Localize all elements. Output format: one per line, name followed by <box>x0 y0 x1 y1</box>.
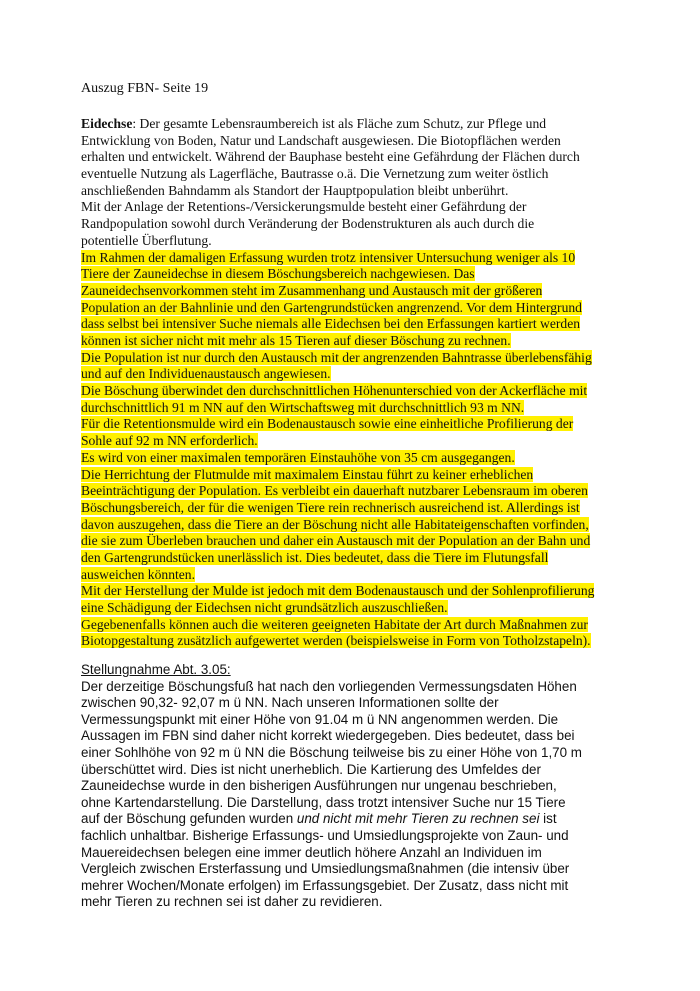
fbn-highlighted-line <box>81 600 641 617</box>
highlight-mark: Die Herrichtung der Flutmulde mit maximalem Einstau führt zu keiner erheblichen <box>81 466 534 482</box>
fbn-highlighted-line <box>81 483 641 500</box>
fbn-highlighted-line <box>81 500 641 517</box>
statement-line: überschüttet wird. Dies ist nicht unerheblich. Die Kartierung des Umfeldes der <box>81 761 541 777</box>
fbn-intro-line: Mit der Anlage der Retentions-/Versickerungsmulde besteht einer Gefährdung der <box>81 199 527 215</box>
fbn-intro-line: erhalten und entwickelt. Während der Bauphase besteht eine Gefährdung der Flächen durch <box>81 149 580 165</box>
fbn-highlighted-line <box>81 433 641 450</box>
fbn-highlighted-line <box>81 517 641 534</box>
statement-line: mehr Tieren zu rechnen sei ist daher zu revidieren. <box>81 894 383 910</box>
fbn-intro-line: Randpopulation sowohl durch Veränderung der Bodenstrukturen als auch durch die <box>81 216 535 232</box>
highlight-mark: davon auszugehen, dass die Tiere an der Böschung nicht alle Habitateigenschaften vorfinden, <box>81 516 589 532</box>
highlight-mark: können ist sicher nicht mit mehr als 15 Tieren auf dieser Böschung zu rechnen. <box>81 333 511 349</box>
statement-line-part: ist <box>539 811 557 827</box>
statement-title: Stellungnahme Abt. 3.05: <box>81 662 231 677</box>
highlight-mark: Zauneidechsenvorkommen steht im Zusammenhang und Austausch mit der größeren <box>81 282 543 298</box>
statement-line-part: auf der Böschung gefunden wurden <box>81 811 297 827</box>
fbn-highlighted-line <box>81 333 641 350</box>
fbn-highlighted-line <box>81 300 641 317</box>
highlight-mark: durchschnittlich 91 m NN auf den Wirtschaftsweg mit durchschnittlich 93 m NN. <box>81 399 525 415</box>
highlight-mark: dass selbst bei intensiver Suche niemals alle Eidechsen bei den Erfassungen kartiert werden <box>81 316 581 332</box>
fbn-highlighted-line <box>81 467 641 484</box>
highlight-mark: eine Schädigung der Eidechsen nicht grundsätzlich auszuschließen. <box>81 600 448 616</box>
statement-line: einer Sohlhöhe von 92 m ü NN die Böschung teilweise bis zu einer Höhe von 1,70 m <box>81 744 582 760</box>
fbn-intro-line-0 <box>81 116 641 133</box>
highlight-mark: Böschungsbereich, der für die wenigen Tiere rein rechnerisch ausreichend ist. Allerdings ist <box>81 499 580 515</box>
fbn-highlighted-passage <box>81 250 641 651</box>
fbn-highlighted-line <box>81 533 641 550</box>
statement-line: Aussagen im FBN sind daher nicht korrekt wiedergegeben. Dies bedeutet, dass bei <box>81 728 575 744</box>
highlight-mark: Die Böschung überwindet den durchschnittlichen Höhenunterschied von der Ackerfläche mit <box>81 383 588 399</box>
fbn-highlighted-line <box>81 583 641 600</box>
fbn-intro <box>81 116 641 250</box>
fbn-intro-line: Entwicklung von Boden, Natur und Landschaft ausgewiesen. Die Biotopflächen werden <box>81 132 561 148</box>
highlight-mark: Es wird von einer maximalen temporären Einstauhöhe von 35 cm ausgegangen. <box>81 449 515 465</box>
fbn-intro-line: eventuelle Nutzung als Lagerfläche, Bautrasse o.ä. Die Vernetzung zum weiter östlich <box>81 166 549 182</box>
highlight-mark: Population an der Bahnlinie und den Gartengrundstücken angrenzend. Vor dem Hintergrund <box>81 299 582 315</box>
highlight-mark: Die Population ist nur durch den Austausch mit der angrenzenden Bahntrasse überlebensfähig <box>81 349 592 365</box>
statement-line: mehrer Wochen/Monate erfolgen) im Erfassungsgebiet. Der Zusatz, dass nicht mit <box>81 877 569 893</box>
fbn-highlighted-line <box>81 250 641 267</box>
fbn-highlighted-line <box>81 550 641 567</box>
highlight-mark: Im Rahmen der damaligen Erfassung wurden trotz intensiver Untersuchung weniger als 10 <box>81 249 576 265</box>
statement-line: zwischen 90,32- 92,07 m ü NN. Nach unseren Informationen sollte der <box>81 695 499 711</box>
statement-line: Mauereidechsen belegen eine immer deutlich höhere Anzahl an Individuen im <box>81 844 542 860</box>
highlight-mark: ausweichen könnten. <box>81 566 196 582</box>
highlight-mark: die sie zum Überleben brauchen und daher ein Austausch mit der Population an der Bahn und <box>81 533 591 549</box>
statement-line: Zauneidechse wurde in den bisherigen Ausführungen nur ungenau beschrieben, <box>81 778 557 794</box>
fbn-highlighted-line <box>81 416 641 433</box>
fbn-highlighted-line <box>81 400 641 417</box>
highlight-mark: Beeinträchtigung der Population. Es verbleibt ein dauerhaft nutzbarer Lebensraum im oberen <box>81 483 588 499</box>
highlight-mark: Für die Retentionsmulde wird ein Bodenaustausch sowie eine einheitliche Profilierung der <box>81 416 574 432</box>
statement-line-italic-mix <box>81 811 661 828</box>
eidechse-label: Eidechse <box>81 116 133 131</box>
fbn-highlighted-line <box>81 283 641 300</box>
highlight-mark: Biotopgestaltung zusätzlich aufgewertet werden (beispielsweise in Form von Totholzstapeln). <box>81 633 591 649</box>
fbn-highlighted-line <box>81 633 641 650</box>
highlight-mark: und auf den Individuenaustausch angewiesen. <box>81 366 331 382</box>
fbn-highlighted-line <box>81 316 641 333</box>
statement-line: Vergleich zwischen Ersterfassung und Umsiedlungsmaßnahmen (die intensiv über <box>81 861 570 877</box>
fbn-highlighted-line <box>81 366 641 383</box>
statement-line: Vermessungspunkt mit einer Höhe von 91.04 m ü NN angenommen werden. Die <box>81 711 559 727</box>
fbn-highlighted-line <box>81 266 641 283</box>
fbn-highlighted-line <box>81 567 641 584</box>
statement-line: fachlich unhaltbar. Bisherige Erfassungs- und Umsiedlungsprojekte von Zaun- und <box>81 827 569 843</box>
statement-section <box>81 662 661 911</box>
highlight-mark: Tiere der Zauneidechse in diesem Böschungsbereich nachgewiesen. Das <box>81 266 475 282</box>
highlight-mark: den Gartengrundstücken unerlässlich ist. Dies bedeutet, dass die Tiere im Flutungsfall <box>81 549 549 565</box>
fbn-intro-line: anschließenden Bahndamm als Standort der Hauptpopulation bleibt unberührt. <box>81 182 509 198</box>
highlight-mark: Gegebenenfalls können auch die weiteren geeigneten Habitate der Art durch Maßnahmen zur <box>81 616 588 632</box>
statement-line: ohne Kartendarstellung. Die Darstellung, dass trotzt intensiver Suche nur 15 Tiere <box>81 794 566 810</box>
highlight-mark: Sohle auf 92 m NN erforderlich. <box>81 433 258 449</box>
fbn-highlighted-line <box>81 450 641 467</box>
page-header: Auszug FBN- Seite 19 <box>81 81 209 96</box>
fbn-highlighted-line <box>81 383 641 400</box>
fbn-highlighted-line <box>81 617 641 634</box>
fbn-intro-line-0-text: : Der gesamte Lebensraumbereich ist als Fläche zum Schutz, zur Pflege und <box>132 116 547 131</box>
statement-line: Der derzeitige Böschungsfuß hat nach den vorliegenden Vermessungsdaten Höhen <box>81 678 577 694</box>
fbn-intro-line: potentielle Überflutung. <box>81 232 212 248</box>
fbn-highlighted-line <box>81 350 641 367</box>
statement-italic-quote: und nicht mit mehr Tieren zu rechnen sei <box>296 811 540 827</box>
highlight-mark: Mit der Herstellung der Mulde ist jedoch mit dem Bodenaustausch und der Sohlenprofilierung <box>81 583 595 599</box>
